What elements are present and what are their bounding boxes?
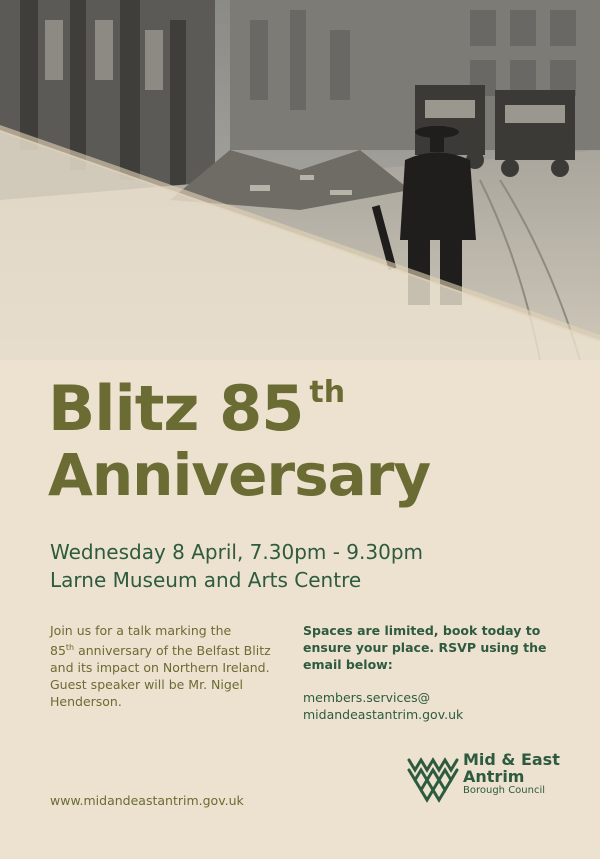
poster-title [48,358,431,509]
logo-line1: Mid & East [463,750,560,769]
title-line2: Anniversary [48,441,431,509]
council-emblem-icon [405,752,459,804]
logo-line3: Borough Council [463,785,546,796]
rsvp-info [303,622,563,723]
event-date-time: Wednesday 8 April, 7.30pm - 9.30pm [50,540,424,564]
council-logo [405,748,585,808]
description-intro: Join us for a talk marking the [50,623,232,638]
email-line1: members.services@ [303,690,431,705]
logo-line2: Antrim [463,767,525,786]
description-number: 85 [50,643,66,659]
blitz-street-photo [0,0,600,360]
event-details [50,538,423,594]
rsvp-email[interactable] [303,689,563,723]
title-line1: Blitz 85 [48,372,304,445]
title-superscript: th [309,375,346,410]
email-line2: midandeastantrim.gov.uk [303,707,464,722]
event-description [50,622,290,710]
rsvp-text: Spaces are limited, book today to ensure your place. RSVP using the email below: [303,623,547,672]
event-venue: Larne Museum and Arts Centre [50,568,362,592]
website-link[interactable]: www.midandeastantrim.gov.uk [50,793,244,808]
description-rest: anniversary of the Belfast Blitz and its impact on Northern Ireland. Guest speaker will be Mr. Nigel Henderson. [50,643,271,710]
description-superscript: th [65,643,75,652]
